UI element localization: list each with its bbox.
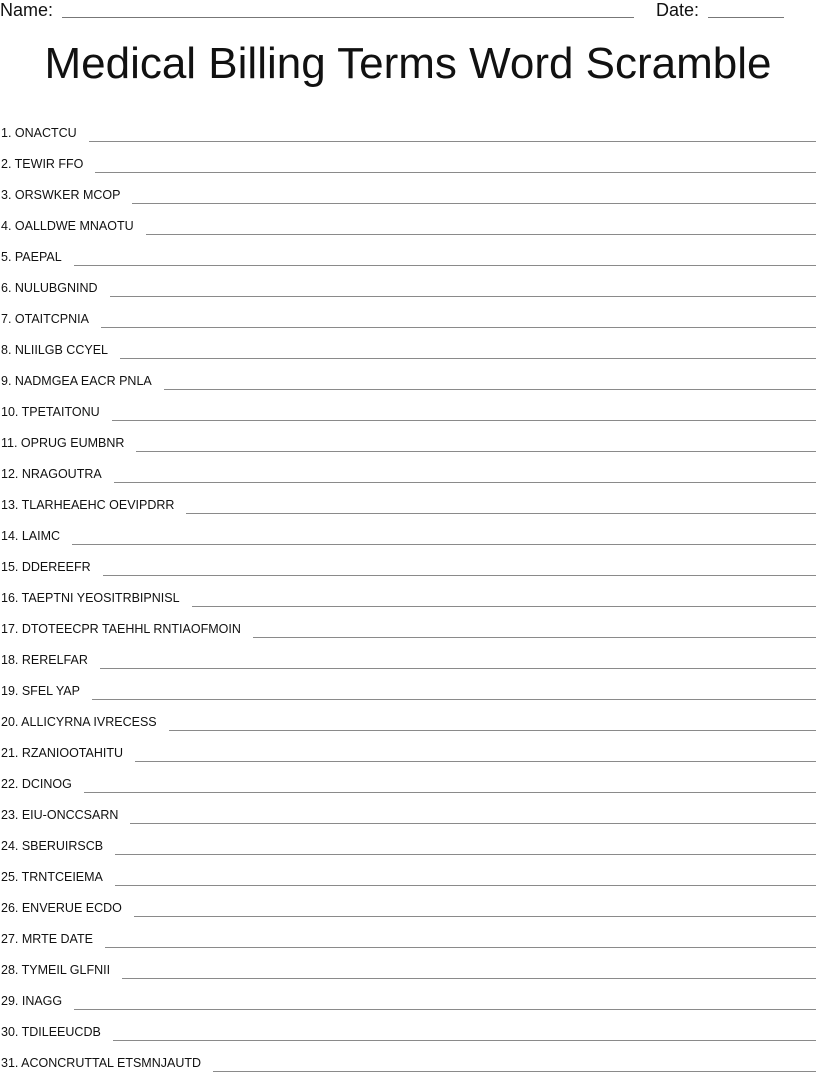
scramble-item [0, 329, 816, 360]
scramble-word: 7. OTAITCPNIA [1, 312, 89, 326]
scramble-item [0, 794, 816, 825]
scramble-word: 16. TAEPTNI YEOSITRBIPNISL [1, 591, 180, 605]
answer-line [112, 420, 816, 421]
answer-line [110, 296, 816, 297]
answer-line [115, 854, 816, 855]
scramble-item [0, 825, 816, 856]
scramble-word: 29. INAGG [1, 994, 63, 1008]
scramble-item [0, 1011, 816, 1042]
scramble-item [0, 918, 816, 949]
answer-line [164, 389, 816, 390]
answer-line [84, 792, 816, 793]
scramble-word: 18. RERELFAR [1, 653, 88, 667]
scramble-word: 21. RZANIOOTAHITU [1, 746, 124, 760]
scramble-word: 24. SBERUIRSCB [1, 839, 104, 853]
answer-line [132, 203, 816, 204]
answer-line [113, 1040, 816, 1041]
answer-line [130, 823, 816, 824]
scramble-item [0, 732, 816, 763]
scramble-item [0, 112, 816, 143]
scramble-item [0, 546, 816, 577]
scramble-item [0, 763, 816, 794]
scramble-word: 31. ACONCRUTTAL ETSMNJAUTD [1, 1056, 202, 1070]
scramble-word: 15. DDEREEFR [1, 560, 91, 574]
scramble-list [0, 112, 816, 1073]
scramble-word: 2. TEWIR FFO [1, 157, 84, 171]
scramble-word: 27. MRTE DATE [1, 932, 93, 946]
scramble-word: 6. NULUBGNIND [1, 281, 98, 295]
answer-line [192, 606, 816, 607]
header-row [0, 0, 816, 24]
scramble-item [0, 267, 816, 298]
scramble-item [0, 1042, 816, 1073]
answer-line [253, 637, 816, 638]
scramble-word: 8. NLIILGB CCYEL [1, 343, 108, 357]
scramble-item [0, 887, 816, 918]
scramble-word: 9. NADMGEA EACR PNLA [1, 374, 152, 388]
scramble-item [0, 608, 816, 639]
scramble-word: 30. TDILEEUCDB [1, 1025, 101, 1039]
answer-line [135, 761, 816, 762]
scramble-word: 22. DCINOG [1, 777, 72, 791]
scramble-item [0, 205, 816, 236]
scramble-item [0, 298, 816, 329]
scramble-word: 1. ONACTCU [1, 126, 77, 140]
scramble-item [0, 236, 816, 267]
scramble-word: 26. ENVERUE ECDO [1, 901, 122, 915]
answer-line [213, 1071, 816, 1072]
answer-line [169, 730, 816, 731]
scramble-word: 13. TLARHEAEHC OEVIPDRR [1, 498, 175, 512]
scramble-item [0, 515, 816, 546]
answer-line [115, 885, 816, 886]
scramble-word: 17. DTOTEECPR TAEHHL RNTIAOFMOIN [1, 622, 241, 636]
page-title: Medical Billing Terms Word Scramble [44, 39, 772, 88]
answer-line [101, 327, 816, 328]
scramble-word: 19. SFEL YAP [1, 684, 80, 698]
answer-line [103, 575, 816, 576]
scramble-item [0, 670, 816, 701]
answer-line [114, 482, 816, 483]
answer-line [186, 513, 816, 514]
answer-line [100, 668, 816, 669]
scramble-word: 20. ALLICYRNA IVRECESS [1, 715, 157, 729]
scramble-word: 4. OALLDWE MNAOTU [1, 219, 134, 233]
scramble-item [0, 639, 816, 670]
answer-line [136, 451, 816, 452]
scramble-item [0, 701, 816, 732]
scramble-item [0, 453, 816, 484]
answer-line [89, 141, 816, 142]
date-label: Date: [656, 0, 700, 20]
name-line [62, 17, 634, 18]
scramble-item [0, 484, 816, 515]
answer-line [74, 265, 816, 266]
answer-line [146, 234, 816, 235]
scramble-word: 10. TPETAITONU [1, 405, 100, 419]
scramble-word: 14. LAIMC [1, 529, 61, 543]
scramble-item [0, 856, 816, 887]
scramble-item [0, 143, 816, 174]
scramble-word: 12. NRAGOUTRA [1, 467, 102, 481]
scramble-word: 3. ORSWKER MCOP [1, 188, 121, 202]
answer-line [105, 947, 816, 948]
scramble-word: 23. EIU-ONCCSARN [1, 808, 119, 822]
scramble-item [0, 422, 816, 453]
answer-line [134, 916, 816, 917]
scramble-item [0, 174, 816, 205]
scramble-word: 5. PAEPAL [1, 250, 62, 264]
scramble-item [0, 360, 816, 391]
scramble-item [0, 577, 816, 608]
answer-line [120, 358, 816, 359]
answer-line [95, 172, 816, 173]
answer-line [122, 978, 816, 979]
scramble-item [0, 980, 816, 1011]
answer-line [74, 1009, 816, 1010]
scramble-item [0, 949, 816, 980]
scramble-word: 25. TRNTCEIEMA [1, 870, 103, 884]
name-label: Name: [0, 0, 54, 20]
date-line [708, 17, 784, 18]
answer-line [92, 699, 816, 700]
scramble-word: 28. TYMEIL GLFNII [1, 963, 111, 977]
answer-line [72, 544, 816, 545]
scramble-word: 11. OPRUG EUMBNR [1, 436, 125, 450]
scramble-item [0, 391, 816, 422]
